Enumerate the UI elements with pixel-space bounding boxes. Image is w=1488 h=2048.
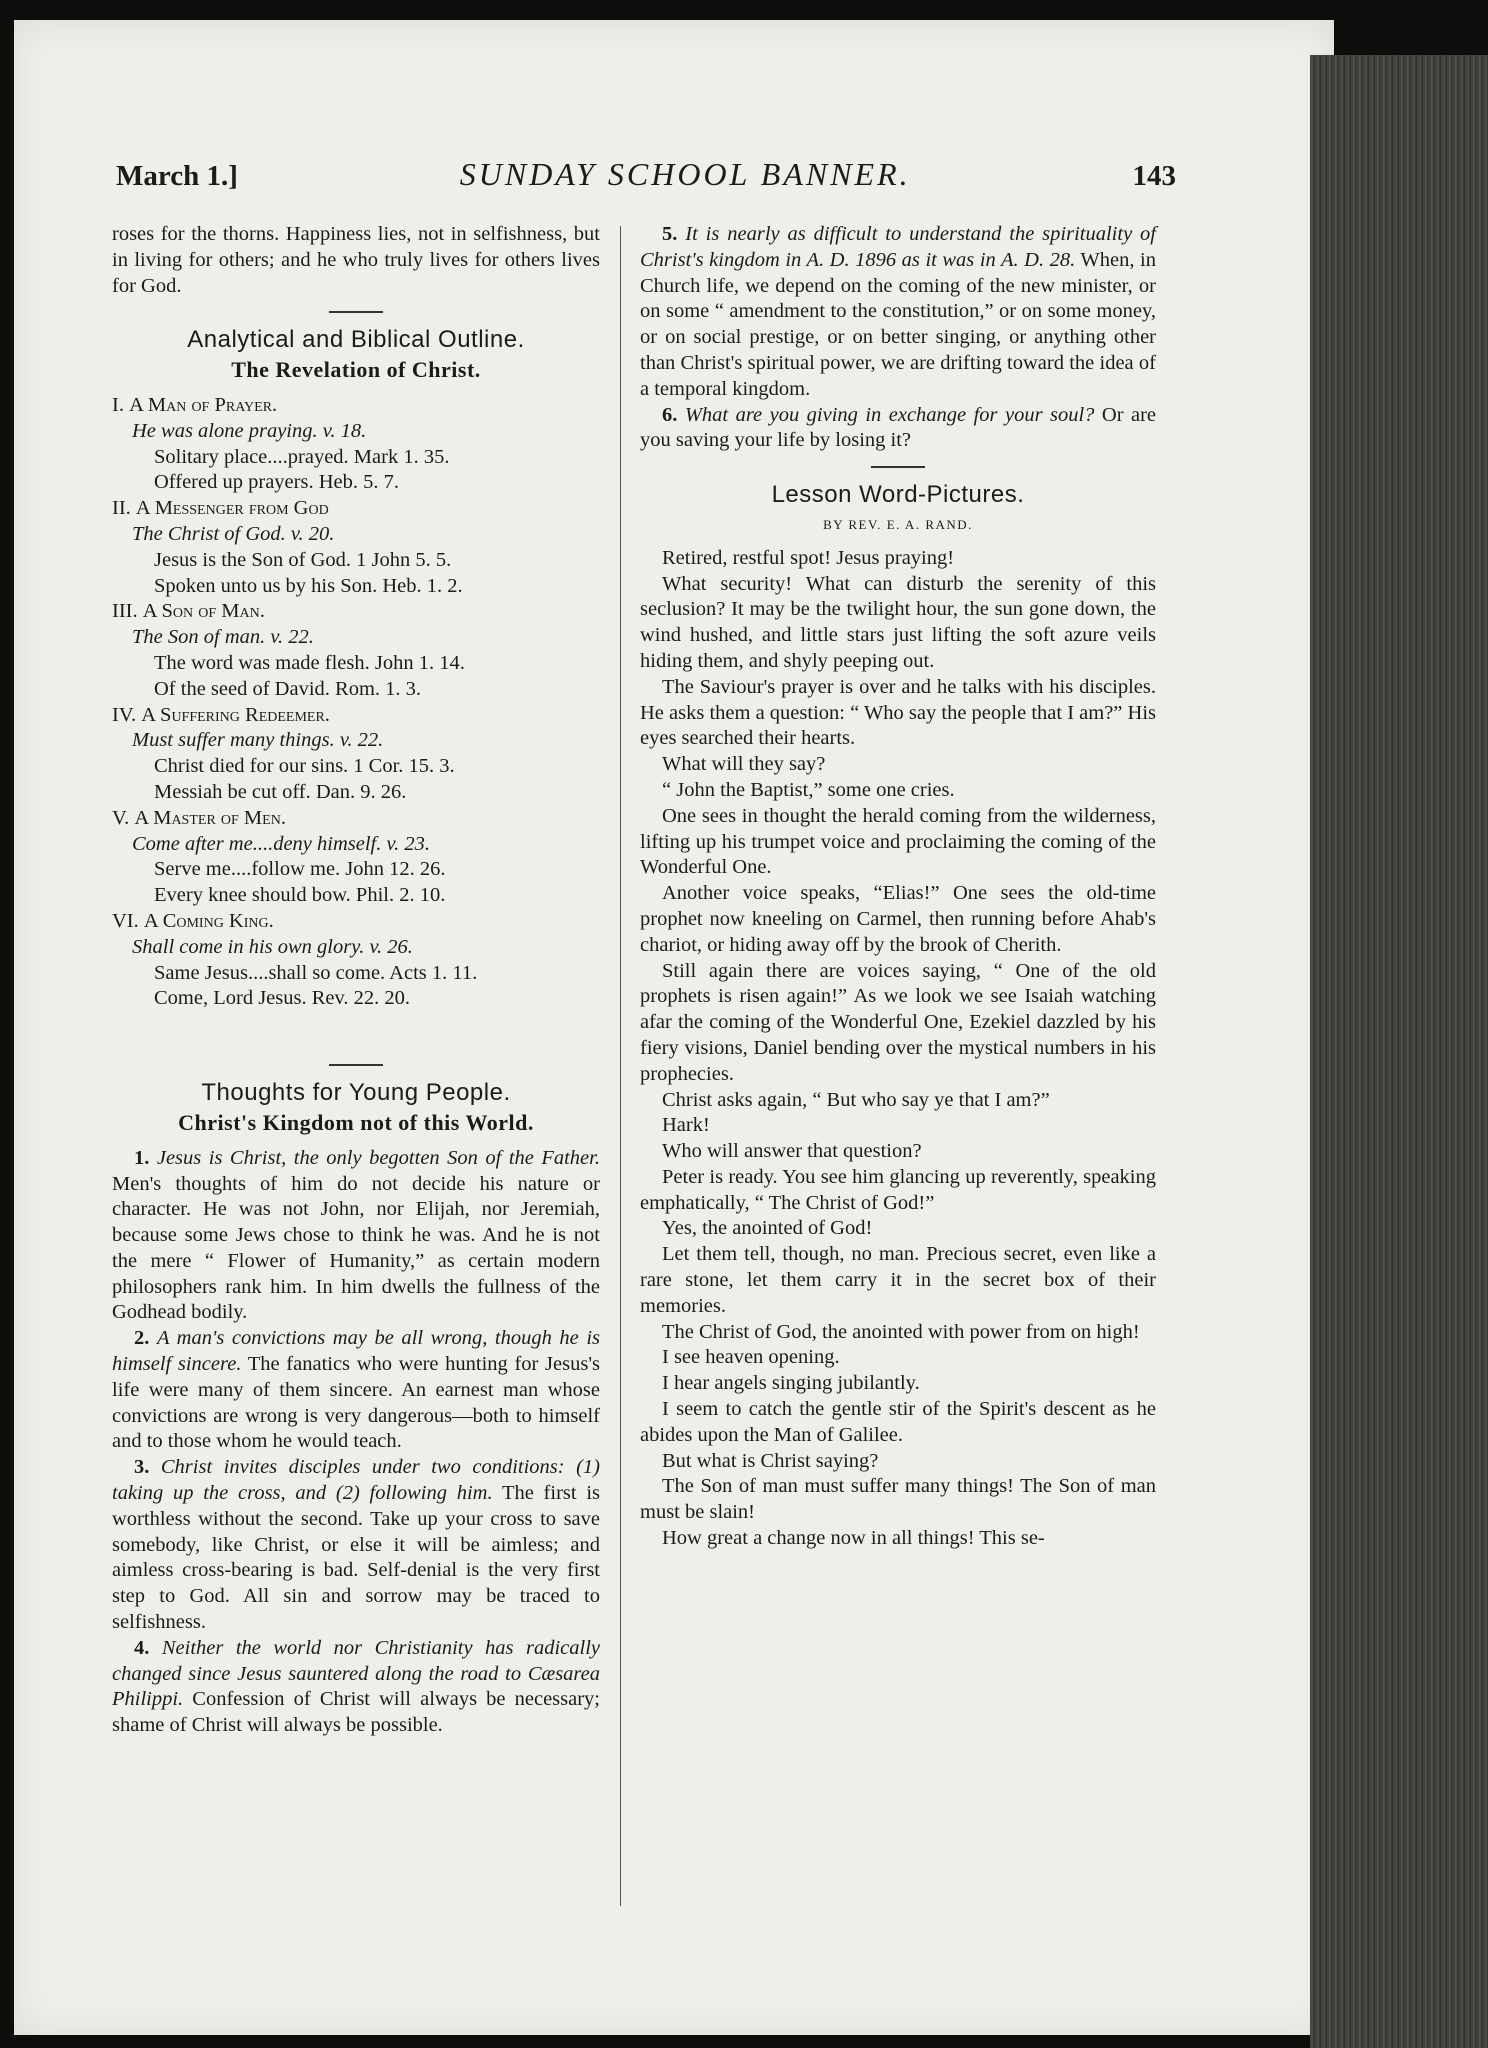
word-paragraph: I seem to catch the gentle stir of the Spirit's descent as he abides upon the Man of Galilee. xyxy=(640,1398,1156,1446)
word-paragraph: Christ asks again, “ But who say ye that I am?” xyxy=(662,1088,1050,1111)
word-paragraph: How great a change now in all things! This se- xyxy=(662,1527,1045,1550)
outline-ref: Of the seed of David. Rom. 1. 3. xyxy=(154,677,422,700)
outline-num: V. xyxy=(112,806,130,829)
outline-ref: Serve me....follow me. John 12. 26. xyxy=(154,858,446,881)
outline-head: A Master of Men. xyxy=(134,806,286,829)
column-divider xyxy=(620,226,621,1906)
thought-paragraph: 4. Neither the world nor Christianity has radically changed since Jesus sauntered along the road to Cæsarea Philippi. Confession of Christ will always be necessary; shame of Christ will always be possible. xyxy=(112,1636,601,1737)
outline-item xyxy=(112,703,600,806)
word-paragraph: What security! What can disturb the serenity of this seclusion? It may be the twilight hour, the sun gone down, the wind hushed, and little stars just lifting the soft azure veils hiding them, and shyly peeping out. xyxy=(640,572,1156,672)
byline: BY REV. E. A. RAND. xyxy=(823,516,973,532)
outline-num: I. xyxy=(112,393,124,416)
thoughts-subtitle: Christ's Kingdom not of this World. xyxy=(178,1109,534,1135)
outline-sub: He was alone praying. v. 18. xyxy=(132,419,367,442)
section-separator xyxy=(329,311,383,313)
outline-sub: Come after me....deny himself. v. 23. xyxy=(132,832,430,855)
book-page-edges xyxy=(1310,55,1488,2048)
outline-ref: Messiah be cut off. Dan. 9. 26. xyxy=(154,780,407,803)
outline-title: Analytical and Biblical Outline. xyxy=(187,326,525,354)
outline-item xyxy=(112,393,600,496)
left-column xyxy=(112,222,600,1739)
outline-sub: The Christ of God. v. 20. xyxy=(132,522,335,545)
word-paragraph: “ John the Baptist,” some one cries. xyxy=(662,778,955,801)
word-paragraph: But what is Christ saying? xyxy=(662,1449,879,1472)
outline-ref: Same Jesus....shall so come. Acts 1. 11. xyxy=(154,961,478,984)
word-paragraph: The Saviour's prayer is over and he talks with his disciples. He asks them a question: “ Who say the people that I am?” His eyes searched their hearts. xyxy=(640,675,1156,750)
thought-paragraph: 6. What are you giving in exchange for your soul? Or are you saving your life by losing it? xyxy=(640,403,1157,452)
intro-paragraph: roses for the thorns. Happiness lies, not in selfishness, but in living for others; and he who truly lives for others lives for God. xyxy=(112,223,600,297)
word-paragraph: Who will answer that question? xyxy=(662,1140,922,1163)
outline-num: VI. xyxy=(112,909,139,932)
outline-head: A Coming King. xyxy=(143,909,274,932)
word-pictures-title: Lesson Word-Pictures. xyxy=(771,481,1025,509)
thoughts-title: Thoughts for Young People. xyxy=(201,1079,511,1107)
outline-num: IV. xyxy=(112,703,137,726)
thought-paragraph: 2. A man's convictions may be all wrong, though he is himself sincere. The fanatics who were hunting for Jesus's life were many of them sincere. An earnest man whose convictions are wrong is very dangerous—both to himself and to those whom he would teach. xyxy=(112,1327,601,1453)
word-paragraph: I hear angels singing jubilantly. xyxy=(662,1372,920,1395)
outline-ref: Christ died for our sins. 1 Cor. 15. 3. xyxy=(154,755,455,778)
outline-sub: The Son of man. v. 22. xyxy=(132,626,314,649)
header-title: SUNDAY SCHOOL BANNER. xyxy=(459,156,911,192)
outline-ref: Jesus is the Son of God. 1 John 5. 5. xyxy=(154,548,452,571)
section-separator xyxy=(871,466,925,468)
word-paragraph: Retired, restful spot! Jesus praying! xyxy=(662,546,955,569)
word-paragraph: Yes, the anointed of God! xyxy=(662,1217,873,1240)
outline-ref: The word was made flesh. John 1. 14. xyxy=(154,651,465,674)
outline-item xyxy=(112,496,600,599)
outline-head: A Son of Man. xyxy=(142,600,265,623)
outline-head: A Suffering Redeemer. xyxy=(141,703,330,726)
outline-ref: Spoken unto us by his Son. Heb. 1. 2. xyxy=(154,574,463,597)
outline-ref: Every knee should bow. Phil. 2. 10. xyxy=(154,884,446,907)
thought-paragraph: 3. Christ invites disciples under two conditions: (1) taking up the cross, and (2) following him. The first is worthless without the second. Take up your cross to save somebody, like Christ, or else it will be aimless; and aimless cross-bearing is bad. Self-denial is the very first step to God. All sin and sorrow may be traced to selfishness. xyxy=(112,1456,600,1634)
word-paragraph: One sees in thought the herald coming from the wilderness, lifting up his trumpet voice and proclaiming the coming of the Wonderful One. xyxy=(640,804,1156,879)
outline-subtitle: The Revelation of Christ. xyxy=(231,357,481,383)
outline-ref: Offered up prayers. Heb. 5. 7. xyxy=(154,471,399,494)
outline-list xyxy=(112,393,600,1012)
outline-item xyxy=(112,599,600,702)
section-separator xyxy=(329,1064,383,1066)
outline-head: A Man of Prayer. xyxy=(129,393,278,416)
right-column xyxy=(640,222,1156,1552)
word-paragraph: Peter is ready. You see him glancing up reverently, speaking emphatically, “ The Christ of God!” xyxy=(640,1165,1156,1214)
outline-ref: Solitary place....prayed. Mark 1. 35. xyxy=(154,445,450,468)
word-paragraph: Another voice speaks, “Elias!” One sees the old-time prophet now kneeling on Carmel, then running before Ahab's chariot, or hiding away off by the brook of Cherith. xyxy=(640,882,1156,956)
word-paragraph: What will they say? xyxy=(662,753,826,776)
outline-sub: Shall come in his own glory. v. 26. xyxy=(132,935,413,958)
word-paragraph: Still again there are voices saying, “ One of the old prophets is risen again!” As we look we see Isaiah watching afar the coming of the Wonderful One, Ezekiel dazzled by his fiery visions, Daniel bending over the mystical numbers in his prophecies. xyxy=(640,959,1156,1085)
outline-item xyxy=(112,909,600,1012)
outline-head: A Messenger from God xyxy=(135,497,329,520)
word-paragraph: The Christ of God, the anointed with power from on high! xyxy=(662,1320,1140,1343)
outline-num: II. xyxy=(112,497,131,520)
running-header xyxy=(116,156,1176,196)
outline-sub: Must suffer many things. v. 22. xyxy=(132,729,384,752)
outline-ref: Come, Lord Jesus. Rev. 22. 20. xyxy=(154,987,411,1010)
outline-item xyxy=(112,806,600,909)
word-paragraph: Hark! xyxy=(662,1114,710,1137)
word-paragraph: The Son of man must suffer many things! The Son of man must be slain! xyxy=(640,1475,1156,1524)
header-date: March 1.] xyxy=(116,160,238,192)
thought-paragraph: 1. Jesus is Christ, the only begotten Son of the Father. Men's thoughts of him do not decide his nature or character. He was not John, nor Elijah, nor Jeremiah, because some Jews chose to think he was. And he is not the mere “ Flower of Humanity,” as certain modern philosophers rank him. In him dwells the fullness of the Godhead bodily. xyxy=(112,1146,600,1324)
outline-num: III. xyxy=(112,600,138,623)
page-number: 143 xyxy=(1132,160,1176,192)
word-paragraph: Let them tell, though, no man. Precious secret, even like a rare stone, let them carry it in the secret box of their memories. xyxy=(640,1243,1156,1317)
thought-paragraph: 5. It is nearly as difficult to understand the spirituality of Christ's kingdom in A. D. 1896 as it was in A. D. 28. When, in Church life, we depend on the coming of the new minister, or on some “ amendment to the constitution,” or on some money, or on social prestige, or on better singing, or anything other than Christ's spiritual power, we are drifting toward the idea of a temporal kingdom. xyxy=(640,223,1156,400)
word-paragraph: I see heaven opening. xyxy=(662,1346,840,1369)
